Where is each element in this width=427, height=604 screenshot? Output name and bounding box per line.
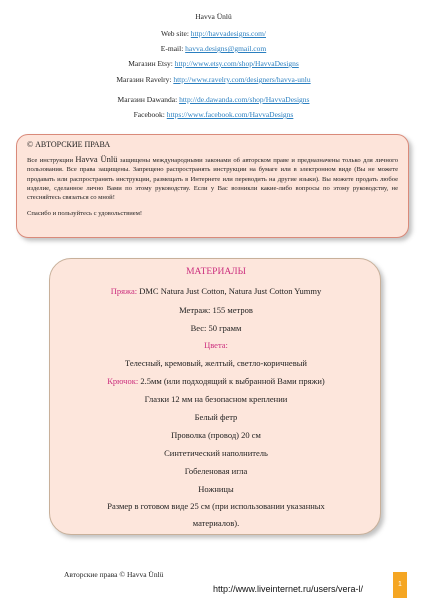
page-number: 1: [393, 572, 407, 598]
contact-label: Магазин Dawanda:: [117, 95, 180, 104]
yarn-line: [50, 286, 382, 296]
material-item: Синтетический наполнитель: [164, 448, 268, 458]
copyright-title: © АВТОРСКИЕ ПРАВА: [27, 140, 111, 149]
copyright-brand: Havva Ünlü: [75, 154, 118, 164]
contact-label: E-mail:: [160, 44, 186, 53]
footer-copyright: Авторские права © Havva Ünlü: [64, 570, 164, 579]
materials-title: МАТЕРИАЛЫ: [186, 267, 246, 277]
contact-label: Магазин Etsy:: [128, 59, 175, 68]
copyright-thanks: Спасибо и пользуйтесь с удовольствием!: [27, 210, 143, 218]
contact-website: [0, 29, 427, 38]
hook-label: Крючок:: [107, 376, 139, 386]
materials-box: [49, 258, 381, 535]
copyright-box: [16, 134, 409, 238]
etsy-link[interactable]: http://www.etsy.com/shop/HavvaDesigns: [174, 59, 299, 68]
ravelry-link[interactable]: http://www.ravelry.com/designers/havva-unlu: [173, 75, 311, 84]
contact-ravelry: [0, 75, 427, 84]
contact-facebook: [0, 110, 427, 119]
facebook-link[interactable]: https://www.facebook.com/HavvaDesigns: [166, 110, 294, 119]
contact-dawanda: [0, 95, 427, 104]
copyright-text-start: Все инструкции: [27, 157, 76, 164]
dawanda-link[interactable]: http://de.dawanda.com/shop/HavvaDesigns: [179, 95, 310, 104]
size-line-continued: материалов).: [192, 518, 240, 528]
author-name: Havva Ünlü: [195, 12, 232, 21]
colors-label: Цвета:: [204, 340, 228, 350]
contact-label: Facebook:: [133, 110, 167, 119]
yarn-label: Пряжа:: [110, 286, 138, 296]
material-item: Ножницы: [198, 484, 234, 494]
source-url-watermark: http://www.liveinternet.ru/users/vera-l/: [213, 584, 364, 594]
website-link[interactable]: http://havvadesigns.com/: [190, 29, 266, 38]
material-item: Глазки 12 мм на безопасном креплении: [144, 394, 288, 404]
contact-email: [0, 44, 427, 53]
weight-line: Вес: 50 грамм: [190, 323, 242, 333]
copyright-text-rest: защищены международными законами об авторском праве и предназначены только для личного пользования. Все права защищены. Запрещено распространять инструкции на бумаге или в электронном виде (Вы не можете продавать или распространять инструкции, размещать в Интернете или переводить на другие языки). Вы можете продать любое изделие, сделанное лично Вами по этому руководству. Если у Вас возникли какие-либо вопросы по этому руководству, не стесняйтесь связаться со мной!: [27, 157, 399, 202]
email-link[interactable]: havva.designs@gmail.com: [185, 44, 267, 53]
length-line: Метраж: 155 метров: [179, 305, 253, 315]
size-line: Размер в готовом виде 25 см (при использовании указанных: [107, 501, 325, 511]
hook-value: 2.5мм (или подходящий к выбранной Вами пряжи): [138, 376, 325, 386]
material-item: Гобеленовая игла: [184, 466, 248, 476]
hook-line: [50, 376, 382, 386]
yarn-value: DMC Natura Just Cotton, Natura Just Cotton Yummy: [137, 286, 322, 296]
contact-label: Web site:: [160, 29, 191, 38]
copyright-text: [27, 155, 398, 202]
material-item: Проволка (провод) 20 см: [171, 430, 261, 440]
contact-label: Магазин Ravelry:: [116, 75, 174, 84]
material-item: Белый фетр: [194, 412, 238, 422]
contact-etsy: [0, 59, 427, 68]
colors-value: Телесный, кремовый, желтый, светло-коричневый: [125, 358, 307, 368]
